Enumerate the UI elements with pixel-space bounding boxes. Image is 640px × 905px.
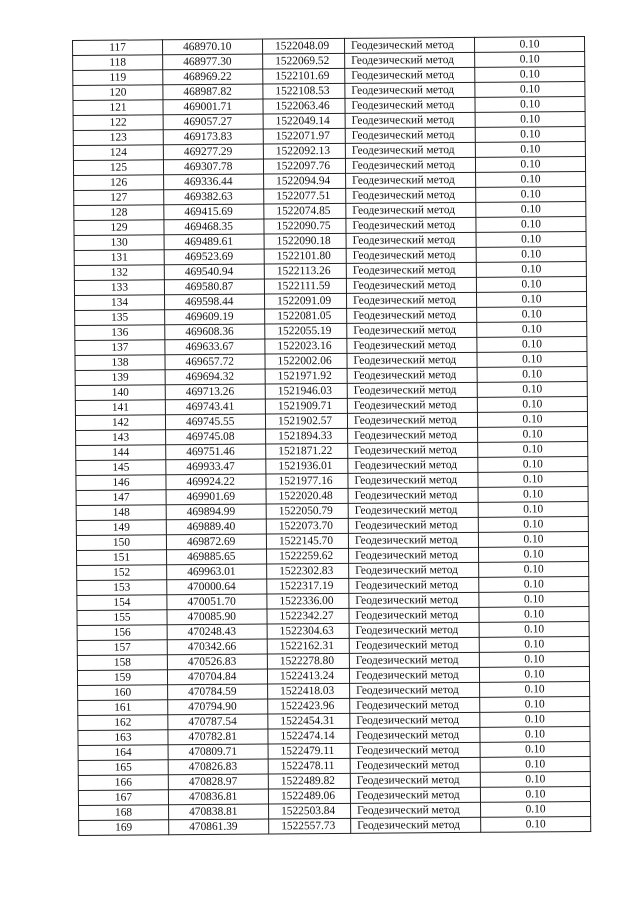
point-number-cell: 122 (73, 115, 163, 131)
point-number-cell: 157 (77, 640, 167, 656)
point-number-cell: 140 (75, 385, 165, 401)
point-number-cell: 119 (73, 70, 163, 86)
method-cell: Геодезический метод (350, 727, 480, 743)
point-number-cell: 162 (78, 715, 168, 731)
accuracy-cell: 0.10 (476, 171, 586, 187)
point-number-cell: 168 (79, 805, 169, 821)
point-number-cell: 145 (76, 460, 166, 476)
y-coordinate-cell: 1522145.70 (266, 533, 348, 549)
point-number-cell: 163 (78, 730, 168, 746)
accuracy-cell: 0.10 (475, 156, 585, 172)
y-coordinate-cell: 1522092.13 (263, 143, 345, 159)
x-coordinate-cell: 470000.64 (167, 579, 267, 595)
point-number-cell: 130 (74, 235, 164, 251)
method-cell: Геодезический метод (345, 112, 475, 128)
y-coordinate-cell: 1522090.75 (264, 218, 346, 234)
accuracy-cell: 0.10 (477, 321, 587, 337)
accuracy-cell: 0.10 (476, 291, 586, 307)
accuracy-cell: 0.10 (477, 336, 587, 352)
accuracy-cell: 0.10 (475, 141, 585, 157)
method-cell: Геодезический метод (346, 232, 476, 248)
accuracy-cell: 0.10 (477, 396, 587, 412)
x-coordinate-cell: 469609.19 (165, 309, 265, 325)
method-cell: Геодезический метод (346, 277, 476, 293)
x-coordinate-cell: 469382.63 (164, 189, 264, 205)
method-cell: Геодезический метод (346, 262, 476, 278)
method-cell: Геодезический метод (348, 442, 478, 458)
x-coordinate-cell: 470526.83 (167, 654, 267, 670)
accuracy-cell: 0.10 (478, 456, 588, 472)
point-number-cell: 159 (77, 670, 167, 686)
point-number-cell: 118 (73, 55, 163, 71)
x-coordinate-cell: 469598.44 (165, 294, 265, 310)
method-cell: Геодезический метод (347, 367, 477, 383)
x-coordinate-cell: 469468.35 (164, 219, 264, 235)
accuracy-cell: 0.10 (480, 756, 590, 772)
accuracy-cell: 0.10 (479, 591, 589, 607)
accuracy-cell: 0.10 (477, 366, 587, 382)
method-cell: Геодезический метод (348, 472, 478, 488)
y-coordinate-cell: 1522055.19 (265, 323, 347, 339)
accuracy-cell: 0.10 (477, 381, 587, 397)
method-cell: Геодезический метод (349, 637, 479, 653)
accuracy-cell: 0.10 (480, 696, 590, 712)
y-coordinate-cell: 1522503.84 (269, 803, 351, 819)
table-row (79, 816, 591, 835)
y-coordinate-cell: 1521946.03 (265, 383, 347, 399)
method-cell: Геодезический метод (345, 67, 475, 83)
x-coordinate-cell: 470248.43 (167, 624, 267, 640)
method-cell: Геодезический метод (350, 682, 480, 698)
point-number-cell: 151 (77, 550, 167, 566)
point-number-cell: 127 (74, 190, 164, 206)
y-coordinate-cell: 1522074.85 (264, 203, 346, 219)
x-coordinate-cell: 469924.22 (166, 474, 266, 490)
y-coordinate-cell: 1522557.73 (269, 818, 351, 834)
x-coordinate-cell: 470838.81 (169, 804, 269, 820)
method-cell: Геодезический метод (348, 502, 478, 518)
accuracy-cell: 0.10 (480, 786, 590, 802)
point-number-cell: 139 (75, 370, 165, 386)
y-coordinate-cell: 1522097.76 (263, 158, 345, 174)
method-cell: Геодезический метод (346, 187, 476, 203)
method-cell: Геодезический метод (351, 817, 481, 833)
y-coordinate-cell: 1522081.05 (265, 308, 347, 324)
method-cell: Геодезический метод (349, 667, 479, 683)
table-body (73, 36, 591, 835)
point-number-cell: 154 (77, 595, 167, 611)
x-coordinate-cell: 470051.70 (167, 594, 267, 610)
point-number-cell: 128 (74, 205, 164, 221)
accuracy-cell: 0.10 (479, 606, 589, 622)
accuracy-cell: 0.10 (475, 66, 585, 82)
accuracy-cell: 0.10 (476, 186, 586, 202)
accuracy-cell: 0.10 (476, 216, 586, 232)
point-number-cell: 131 (74, 250, 164, 266)
method-cell: Геодезический метод (351, 802, 481, 818)
y-coordinate-cell: 1522020.48 (266, 488, 348, 504)
x-coordinate-cell: 469889.40 (166, 519, 266, 535)
y-coordinate-cell: 1522342.27 (267, 608, 349, 624)
method-cell: Геодезический метод (349, 577, 479, 593)
x-coordinate-cell: 470784.59 (168, 684, 268, 700)
y-coordinate-cell: 1522336.00 (267, 593, 349, 609)
x-coordinate-cell: 469743.41 (165, 399, 265, 415)
accuracy-cell: 0.10 (476, 246, 586, 262)
x-coordinate-cell: 469933.47 (166, 459, 266, 475)
method-cell: Геодезический метод (347, 397, 477, 413)
point-number-cell: 124 (73, 145, 163, 161)
accuracy-cell: 0.10 (478, 426, 588, 442)
method-cell: Геодезический метод (350, 757, 480, 773)
y-coordinate-cell: 1522050.79 (266, 503, 348, 519)
y-coordinate-cell: 1522071.97 (263, 128, 345, 144)
accuracy-cell: 0.10 (478, 441, 588, 457)
document-page (72, 36, 590, 836)
point-number-cell: 129 (74, 220, 164, 236)
x-coordinate-cell: 470794.90 (168, 699, 268, 715)
accuracy-cell: 0.10 (478, 516, 588, 532)
x-coordinate-cell: 469751.46 (166, 444, 266, 460)
x-coordinate-cell: 468970.10 (163, 39, 263, 55)
accuracy-cell: 0.10 (479, 666, 589, 682)
accuracy-cell: 0.10 (475, 111, 585, 127)
y-coordinate-cell: 1522048.09 (262, 38, 344, 54)
point-number-cell: 147 (76, 490, 166, 506)
point-number-cell: 167 (78, 790, 168, 806)
point-number-cell: 141 (75, 400, 165, 416)
accuracy-cell: 0.10 (479, 561, 589, 577)
y-coordinate-cell: 1522489.82 (268, 773, 350, 789)
method-cell: Геодезический метод (348, 532, 478, 548)
accuracy-cell: 0.10 (476, 201, 586, 217)
method-cell: Геодезический метод (345, 157, 475, 173)
point-number-cell: 134 (75, 295, 165, 311)
accuracy-cell: 0.10 (480, 726, 590, 742)
method-cell: Геодезический метод (345, 97, 475, 113)
x-coordinate-cell: 469336.44 (164, 174, 264, 190)
method-cell: Геодезический метод (347, 337, 477, 353)
accuracy-cell: 0.10 (481, 816, 591, 832)
x-coordinate-cell: 470826.83 (168, 759, 268, 775)
y-coordinate-cell: 1522413.24 (267, 668, 349, 684)
point-number-cell: 148 (76, 505, 166, 521)
accuracy-cell: 0.10 (475, 126, 585, 142)
point-number-cell: 133 (74, 280, 164, 296)
y-coordinate-cell: 1522478.11 (268, 758, 350, 774)
point-number-cell: 161 (78, 700, 168, 716)
x-coordinate-cell: 469489.61 (164, 234, 264, 250)
x-coordinate-cell: 469415.69 (164, 204, 264, 220)
method-cell: Геодезический метод (345, 82, 475, 98)
accuracy-cell: 0.10 (476, 261, 586, 277)
method-cell: Геодезический метод (349, 607, 479, 623)
accuracy-cell: 0.10 (477, 306, 587, 322)
x-coordinate-cell: 469885.65 (167, 549, 267, 565)
x-coordinate-cell: 470828.97 (168, 774, 268, 790)
method-cell: Геодезический метод (349, 547, 479, 563)
point-number-cell: 120 (73, 85, 163, 101)
x-coordinate-cell: 469894.99 (166, 504, 266, 520)
x-coordinate-cell: 469694.32 (165, 369, 265, 385)
accuracy-cell: 0.10 (478, 546, 588, 562)
y-coordinate-cell: 1522002.06 (265, 353, 347, 369)
accuracy-cell: 0.10 (478, 531, 588, 547)
accuracy-cell: 0.10 (474, 36, 584, 52)
y-coordinate-cell: 1522317.19 (267, 578, 349, 594)
x-coordinate-cell: 470085.90 (167, 609, 267, 625)
accuracy-cell: 0.10 (478, 501, 588, 517)
accuracy-cell: 0.10 (479, 576, 589, 592)
point-number-cell: 158 (77, 655, 167, 671)
y-coordinate-cell: 1522259.62 (267, 548, 349, 564)
x-coordinate-cell: 469057.27 (163, 114, 263, 130)
x-coordinate-cell: 470704.84 (167, 669, 267, 685)
point-number-cell: 135 (75, 310, 165, 326)
method-cell: Геодезический метод (350, 742, 480, 758)
y-coordinate-cell: 1522094.94 (264, 173, 346, 189)
x-coordinate-cell: 468987.82 (163, 84, 263, 100)
y-coordinate-cell: 1522474.14 (268, 728, 350, 744)
x-coordinate-cell: 470342.66 (167, 639, 267, 655)
x-coordinate-cell: 469608.36 (165, 324, 265, 340)
method-cell: Геодезический метод (345, 127, 475, 143)
y-coordinate-cell: 1522302.83 (267, 563, 349, 579)
accuracy-cell: 0.10 (479, 636, 589, 652)
accuracy-cell: 0.10 (479, 651, 589, 667)
y-coordinate-cell: 1522069.52 (263, 53, 345, 69)
accuracy-cell: 0.10 (475, 51, 585, 67)
y-coordinate-cell: 1521936.01 (266, 458, 348, 474)
y-coordinate-cell: 1522091.09 (265, 293, 347, 309)
point-number-cell: 132 (74, 265, 164, 281)
x-coordinate-cell: 469745.08 (166, 429, 266, 445)
method-cell: Геодезический метод (349, 652, 479, 668)
point-number-cell: 149 (76, 520, 166, 536)
accuracy-cell: 0.10 (478, 471, 588, 487)
accuracy-cell: 0.10 (478, 486, 588, 502)
y-coordinate-cell: 1521909.71 (265, 398, 347, 414)
method-cell: Геодезический метод (348, 517, 478, 533)
accuracy-cell: 0.10 (477, 411, 587, 427)
y-coordinate-cell: 1522073.70 (266, 518, 348, 534)
coordinates-table (72, 36, 591, 836)
method-cell: Геодезический метод (347, 352, 477, 368)
x-coordinate-cell: 469277.29 (163, 144, 263, 160)
method-cell: Геодезический метод (350, 712, 480, 728)
y-coordinate-cell: 1522023.16 (265, 338, 347, 354)
accuracy-cell: 0.10 (475, 81, 585, 97)
y-coordinate-cell: 1521894.33 (266, 428, 348, 444)
accuracy-cell: 0.10 (479, 621, 589, 637)
x-coordinate-cell: 468977.30 (163, 54, 263, 70)
method-cell: Геодезический метод (346, 202, 476, 218)
x-coordinate-cell: 469963.01 (167, 564, 267, 580)
method-cell: Геодезический метод (344, 37, 474, 53)
y-coordinate-cell: 1522418.03 (268, 683, 350, 699)
point-number-cell: 117 (73, 40, 163, 56)
accuracy-cell: 0.10 (480, 771, 590, 787)
x-coordinate-cell: 469580.87 (164, 279, 264, 295)
x-coordinate-cell: 469713.26 (165, 384, 265, 400)
point-number-cell: 136 (75, 325, 165, 341)
x-coordinate-cell: 469633.67 (165, 339, 265, 355)
x-coordinate-cell: 469523.69 (164, 249, 264, 265)
accuracy-cell: 0.10 (475, 96, 585, 112)
x-coordinate-cell: 469307.78 (163, 159, 263, 175)
method-cell: Геодезический метод (345, 52, 475, 68)
point-number-cell: 125 (73, 160, 163, 176)
accuracy-cell: 0.10 (476, 231, 586, 247)
method-cell: Геодезический метод (348, 457, 478, 473)
x-coordinate-cell: 470782.81 (168, 729, 268, 745)
x-coordinate-cell: 470836.81 (168, 789, 268, 805)
point-number-cell: 138 (75, 355, 165, 371)
x-coordinate-cell: 470809.71 (168, 744, 268, 760)
x-coordinate-cell: 469173.83 (163, 129, 263, 145)
method-cell: Геодезический метод (345, 142, 475, 158)
y-coordinate-cell: 1521902.57 (265, 413, 347, 429)
accuracy-cell: 0.10 (480, 681, 590, 697)
y-coordinate-cell: 1522479.11 (268, 743, 350, 759)
method-cell: Геодезический метод (347, 307, 477, 323)
method-cell: Геодезический метод (349, 562, 479, 578)
y-coordinate-cell: 1522101.69 (263, 68, 345, 84)
method-cell: Геодезический метод (346, 292, 476, 308)
method-cell: Геодезический метод (350, 787, 480, 803)
x-coordinate-cell: 469872.69 (166, 534, 266, 550)
accuracy-cell: 0.10 (480, 801, 590, 817)
point-number-cell: 165 (78, 760, 168, 776)
x-coordinate-cell: 469745.55 (165, 414, 265, 430)
point-number-cell: 153 (77, 580, 167, 596)
point-number-cell: 164 (78, 745, 168, 761)
x-coordinate-cell: 469540.94 (164, 264, 264, 280)
point-number-cell: 146 (76, 475, 166, 491)
y-coordinate-cell: 1522063.46 (263, 98, 345, 114)
point-number-cell: 155 (77, 610, 167, 626)
y-coordinate-cell: 1521977.16 (266, 473, 348, 489)
y-coordinate-cell: 1522108.53 (263, 83, 345, 99)
point-number-cell: 144 (76, 445, 166, 461)
y-coordinate-cell: 1522278.80 (267, 653, 349, 669)
method-cell: Геодезический метод (348, 487, 478, 503)
accuracy-cell: 0.10 (480, 711, 590, 727)
point-number-cell: 150 (76, 535, 166, 551)
method-cell: Геодезический метод (350, 697, 480, 713)
point-number-cell: 121 (73, 100, 163, 116)
x-coordinate-cell: 470861.39 (169, 819, 269, 835)
method-cell: Геодезический метод (348, 427, 478, 443)
y-coordinate-cell: 1522049.14 (263, 113, 345, 129)
accuracy-cell: 0.10 (480, 741, 590, 757)
y-coordinate-cell: 1522162.31 (267, 638, 349, 654)
method-cell: Геодезический метод (346, 217, 476, 233)
accuracy-cell: 0.10 (476, 276, 586, 292)
y-coordinate-cell: 1521971.92 (265, 368, 347, 384)
x-coordinate-cell: 469001.71 (163, 99, 263, 115)
point-number-cell: 166 (78, 775, 168, 791)
y-coordinate-cell: 1522304.63 (267, 623, 349, 639)
point-number-cell: 169 (79, 820, 169, 836)
method-cell: Геодезический метод (346, 247, 476, 263)
y-coordinate-cell: 1522113.26 (264, 263, 346, 279)
x-coordinate-cell: 468969.22 (163, 69, 263, 85)
method-cell: Геодезический метод (347, 412, 477, 428)
method-cell: Геодезический метод (349, 622, 479, 638)
point-number-cell: 142 (75, 415, 165, 431)
method-cell: Геодезический метод (350, 772, 480, 788)
point-number-cell: 137 (75, 340, 165, 356)
method-cell: Геодезический метод (347, 322, 477, 338)
y-coordinate-cell: 1522077.51 (264, 188, 346, 204)
method-cell: Геодезический метод (346, 172, 476, 188)
y-coordinate-cell: 1522101.80 (264, 248, 346, 264)
y-coordinate-cell: 1521871.22 (266, 443, 348, 459)
method-cell: Геодезический метод (347, 382, 477, 398)
y-coordinate-cell: 1522111.59 (264, 278, 346, 294)
y-coordinate-cell: 1522489.06 (268, 788, 350, 804)
x-coordinate-cell: 470787.54 (168, 714, 268, 730)
method-cell: Геодезический метод (349, 592, 479, 608)
y-coordinate-cell: 1522454.31 (268, 713, 350, 729)
point-number-cell: 123 (73, 130, 163, 146)
point-number-cell: 152 (77, 565, 167, 581)
accuracy-cell: 0.10 (477, 351, 587, 367)
point-number-cell: 126 (74, 175, 164, 191)
point-number-cell: 143 (76, 430, 166, 446)
point-number-cell: 156 (77, 625, 167, 641)
y-coordinate-cell: 1522090.18 (264, 233, 346, 249)
x-coordinate-cell: 469657.72 (165, 354, 265, 370)
y-coordinate-cell: 1522423.96 (268, 698, 350, 714)
point-number-cell: 160 (78, 685, 168, 701)
x-coordinate-cell: 469901.69 (166, 489, 266, 505)
